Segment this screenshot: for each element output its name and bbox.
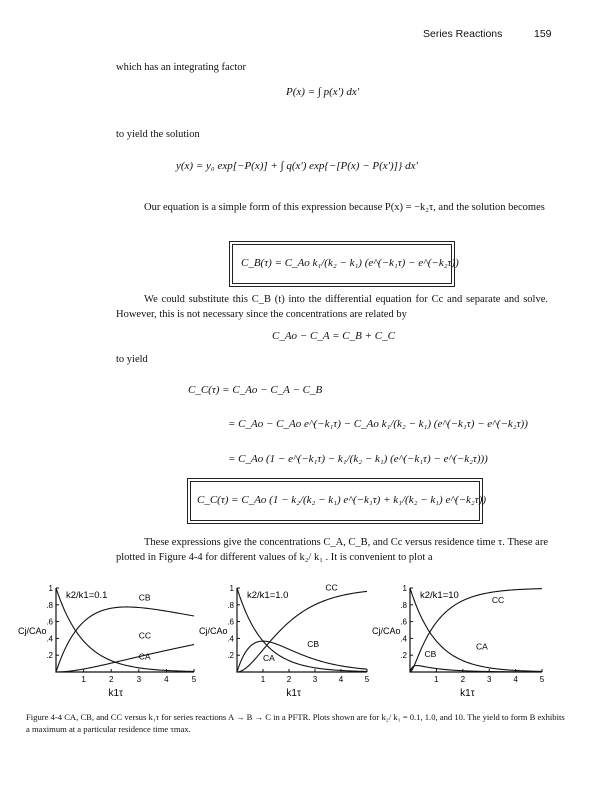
- series-line-cc: [410, 589, 542, 672]
- boxed-equation-cb: [232, 244, 459, 284]
- series-label-cc: CC: [325, 582, 338, 593]
- series-line-cb: [56, 607, 194, 672]
- boxed-equation-cc: [190, 481, 487, 521]
- paragraph-to-yield: to yield: [116, 354, 148, 365]
- x-tick-label: 1: [81, 675, 86, 684]
- paragraph-simple-form: Our equation is a simple form of this expression because P(x) = −k₂τ, and the solution becomes: [144, 202, 545, 213]
- x-tick-label: 2: [108, 675, 114, 684]
- series-line-cb: [237, 638, 367, 672]
- y-tick-label: .8: [227, 600, 234, 610]
- series-label-cb: CB: [424, 648, 437, 659]
- figure-caption-text: CA, CB, and CC versus k₁τ for series reactions A → B → C in a PFTR. Plots shown are for k₂/ k₁ = 0.1, 1.0, and 10. The yield to form B exhibits a maximum at a particular residence time τmax.: [26, 712, 565, 734]
- x-tick-label: 5: [539, 675, 545, 684]
- equation-cc-final: C_C(τ) = C_Ao (1 − k₂/(k₂ − k₁) e^(−k₁τ) + k₁/(k₂ − k₁) e^(−k₂τ)): [197, 494, 487, 506]
- x-tick-label: 3: [486, 675, 492, 684]
- chart-panel-ratio-10: [372, 584, 545, 699]
- series-label-cc: CC: [138, 630, 152, 641]
- series-label-cb: CB: [138, 592, 151, 603]
- equation-cb: C_B(τ) = C_Ao k₁/(k₂ − k₁) (e^(−k₁τ) − e^(−k₂τ)): [241, 257, 459, 269]
- paragraph-substitute: We could substitute this C_B (t) into the differential equation for Cc and separate and solve. However, this is not necessary since the concentrations are related by: [116, 294, 548, 320]
- y-axis-label: Cj/CAo: [18, 626, 47, 637]
- y-tick-label: .6: [400, 617, 407, 627]
- y-tick-label: .2: [227, 651, 234, 661]
- chart-panel-ratio-0-1: [18, 584, 197, 699]
- panel-title: k2/k1=10: [420, 590, 459, 601]
- running-header-title: Series Reactions: [423, 28, 503, 40]
- equation-text: P(x) = ∫ p(x') dx': [286, 86, 360, 98]
- series-label-ca: CA: [476, 641, 488, 652]
- y-tick-label: .2: [46, 651, 53, 661]
- series-label-cc: CC: [491, 595, 505, 606]
- series-label-ca: CA: [263, 653, 275, 664]
- x-tick-label: 1: [260, 675, 266, 684]
- x-tick-label: 5: [191, 675, 197, 684]
- y-tick-label: .4: [400, 634, 407, 644]
- y-tick-label: .2: [400, 651, 407, 661]
- panel-title: k2/k1=0.1: [66, 590, 108, 601]
- paragraph-expressions: These expressions give the concentrations C_A, C_B, and Cc versus residence time τ. These are plotted in Figure 4-4 for different values of k₂/ k₁ . It is convenient to plot a: [116, 537, 548, 563]
- x-tick-label: 4: [164, 675, 169, 684]
- y-axis-label: Cj/CAo: [372, 626, 401, 637]
- y-tick-label: .6: [46, 617, 53, 627]
- y-axis-label: Cj/CAo: [199, 626, 228, 637]
- x-axis-label: k1τ: [286, 688, 301, 699]
- x-tick-label: 2: [286, 675, 292, 684]
- x-axis-label: k1τ: [460, 688, 475, 699]
- chart-panel-ratio-1-0: [199, 583, 370, 699]
- y-tick-label: .8: [400, 600, 407, 610]
- x-axis-label: k1τ: [108, 688, 123, 699]
- paragraph-integrating-factor: which has an integrating factor: [116, 62, 247, 73]
- series-label-cb: CB: [307, 638, 320, 649]
- y-tick-label: .4: [227, 634, 234, 644]
- panel-title: k2/k1=1.0: [247, 590, 289, 601]
- equation-general-solution: [176, 160, 418, 172]
- equation-cc-line1: C_C(τ) = C_Ao − C_A − C_B: [188, 384, 323, 396]
- y-tick-label: 1: [48, 584, 53, 593]
- equation-cc-line3: = C_Ao (1 − e^(−k₁τ) − k₁/(k₂ − k₁) (e^(−k₁τ) − e^(−k₂τ))): [228, 453, 488, 465]
- x-tick-label: 4: [513, 675, 518, 684]
- x-tick-label: 1: [434, 675, 439, 684]
- equation-mass-balance: C_Ao − C_A = C_B + C_C: [272, 330, 395, 342]
- y-tick-label: .8: [46, 600, 53, 610]
- x-tick-label: 3: [312, 675, 318, 684]
- paragraph-yield-solution: to yield the solution: [116, 129, 200, 140]
- figure-label: Figure 4-4: [26, 712, 63, 722]
- x-tick-label: 3: [136, 675, 142, 684]
- equation-cc-line2: = C_Ao − C_Ao e^(−k₁τ) − C_Ao k₁/(k₂ − k₁) (e^(−k₁τ) − e^(−k₂τ)): [228, 418, 528, 430]
- y-tick-label: 1: [229, 584, 234, 593]
- y-tick-label: .4: [46, 634, 53, 644]
- x-tick-label: 4: [338, 675, 344, 684]
- figure-4-4: [0, 578, 595, 706]
- equation-integrating-factor: [286, 86, 359, 98]
- series-label-ca: CA: [138, 651, 151, 662]
- series-line-cc: [56, 645, 194, 672]
- y-tick-label: 1: [402, 584, 407, 593]
- equation-text: y(x) = y₀ exp[−P(x)] + ∫ q(x') exp{−[P(x) − P(x')]} dx': [176, 160, 418, 172]
- page-number: 159: [534, 28, 552, 40]
- y-tick-label: .6: [227, 617, 234, 627]
- x-tick-label: 2: [460, 675, 466, 684]
- figure-caption: [26, 712, 566, 735]
- x-tick-label: 5: [364, 675, 370, 684]
